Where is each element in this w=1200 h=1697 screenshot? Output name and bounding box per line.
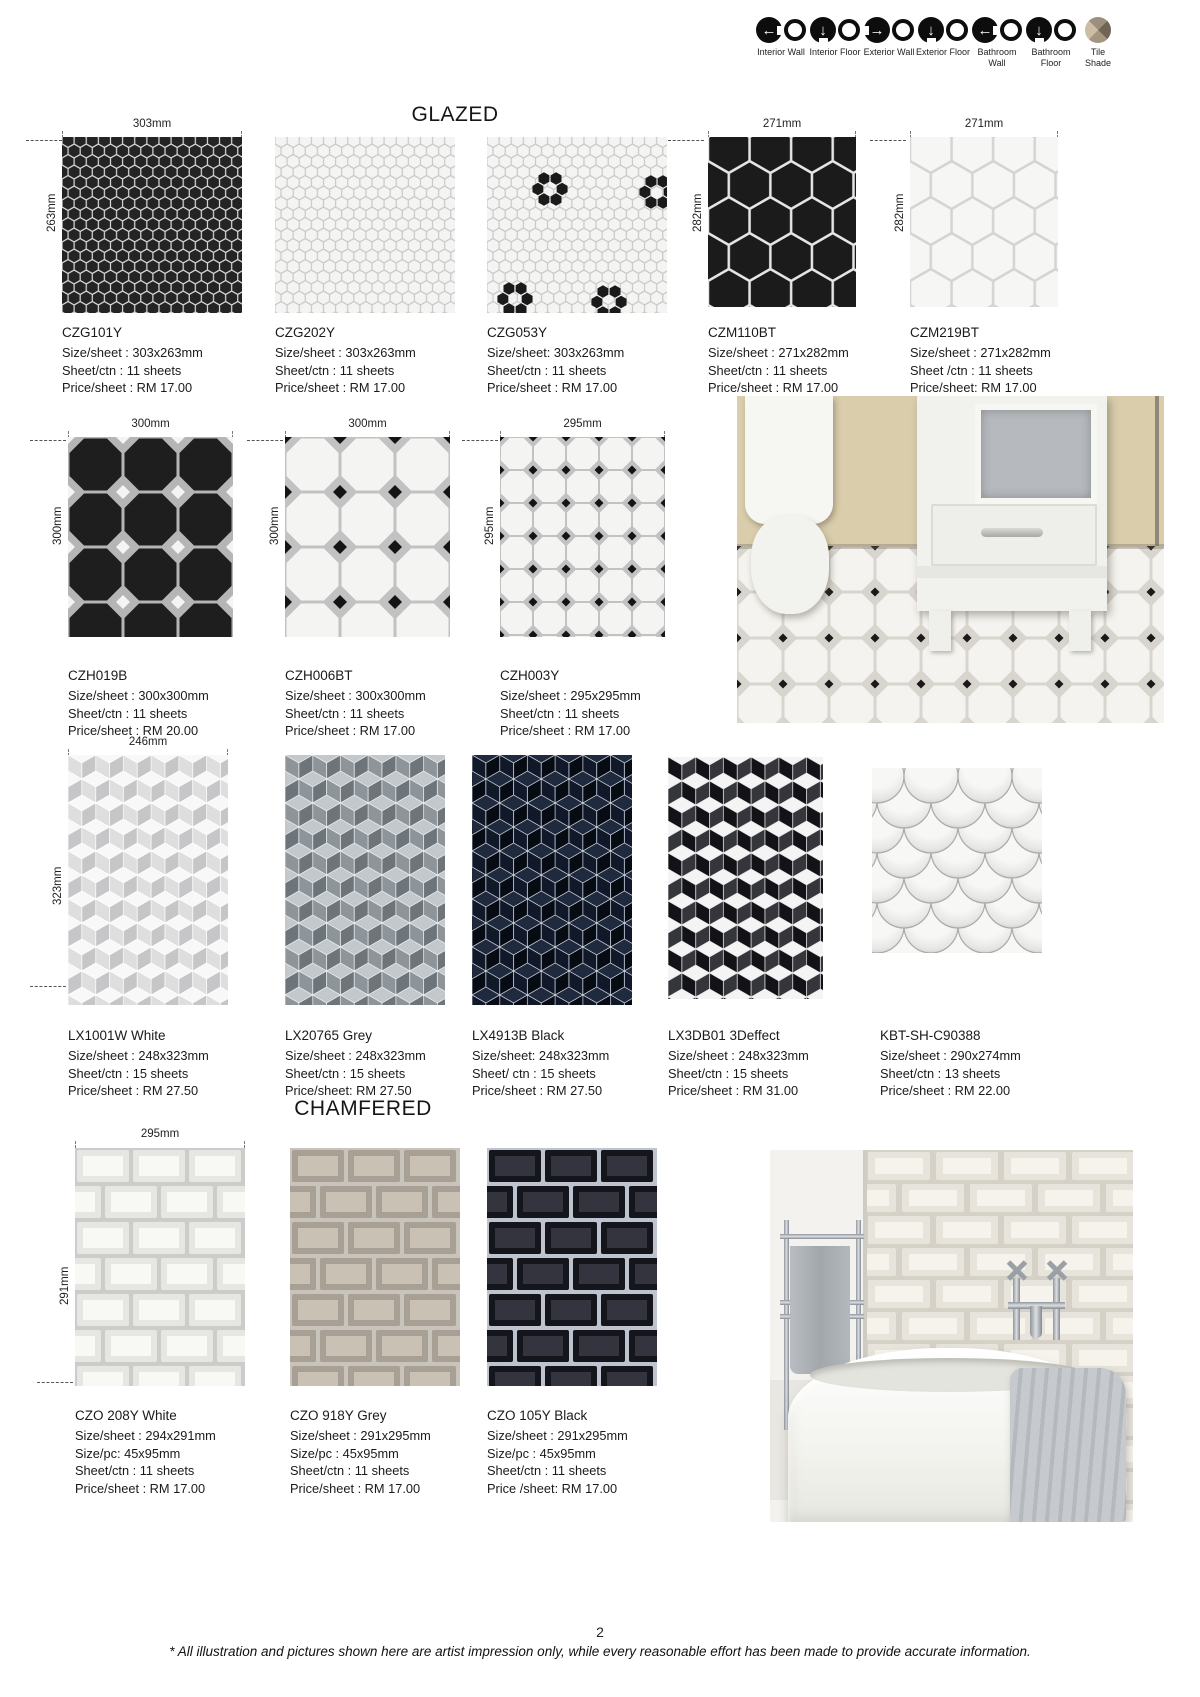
wall-corner-shadow [1155, 396, 1159, 551]
ring-icon [1000, 19, 1022, 41]
cabinet-leg [929, 611, 951, 651]
dimension-label-top: 300mm [68, 418, 233, 430]
product-price: Price/sheet : RM 17.00 [62, 380, 193, 395]
product-sheets: Sheet/ctn : 11 sheets [500, 705, 620, 721]
product-sheets: Sheet/ctn : 11 sheets [285, 705, 405, 721]
ring-icon [1054, 19, 1076, 41]
product-size: Size/sheet : 300x300mm [285, 688, 426, 703]
product-sheets: Sheet/ctn : 11 sheets [708, 362, 828, 378]
product-sheets: Sheet/ctn : 11 sheets [487, 362, 607, 378]
tile-swatch-czh019b [68, 437, 233, 637]
product-code: CZH019B [68, 668, 128, 683]
product-price: Price/sheet : RM 31.00 [668, 1083, 799, 1098]
product-code: LX3DB01 3Deffect [668, 1028, 780, 1043]
tile-swatch-lx4913b [472, 755, 632, 1005]
product-info [285, 1028, 495, 1100]
toilet-tank [745, 396, 833, 524]
ring-icon [784, 19, 806, 41]
product-size: Size/sheet : 303x263mm [62, 345, 203, 360]
dimension-leader [30, 986, 66, 987]
dimension-label-left: 282mm [894, 193, 906, 232]
product-sheets: Sheet/ctn : 11 sheets [290, 1463, 410, 1478]
tap-spout [1030, 1306, 1042, 1338]
dimension-leader [30, 440, 66, 441]
dimension-label-left: 323mm [52, 866, 64, 905]
product-sheets: Sheet/ctn : 15 sheets [668, 1065, 789, 1081]
tile-shade-icon [1085, 17, 1111, 43]
tap-pipe [1053, 1278, 1060, 1340]
legend-label: Exterior Wall [863, 47, 915, 57]
product-code: CZG053Y [487, 325, 548, 340]
product-price: Price/sheet: RM 17.00 [910, 380, 1037, 395]
product-info [487, 1408, 697, 1497]
product-size-pc: Size/pc : 45x95mm [487, 1445, 596, 1461]
product-sheets: Sheet/ctn : 15 sheets [285, 1065, 406, 1081]
product-size: Size/sheet : 303x263mm [275, 345, 416, 360]
dimension-label-left: 295mm [484, 506, 496, 545]
dimension-leader [668, 140, 704, 141]
product-price: Price/sheet : RM 17.00 [500, 723, 631, 738]
tile-swatch-czg101y [62, 137, 242, 313]
product-size: Size/sheet : 290x274mm [880, 1048, 1021, 1063]
tile-swatch-kbt-sh-c90388 [872, 768, 1042, 953]
product-sheets: Sheet/ctn : 11 sheets [487, 1463, 607, 1478]
cabinet-drawer [931, 504, 1097, 566]
product-size: Size/sheet : 248x323mm [668, 1048, 809, 1063]
legend-label: Bathroom Floor [1031, 47, 1071, 68]
section-title-glazed: GLAZED [411, 103, 499, 126]
dimension-label-left: 300mm [52, 506, 64, 545]
ring-icon [892, 19, 914, 41]
product-info [68, 668, 278, 740]
cabinet-leg [1069, 611, 1091, 651]
dimension-label-top: 271mm [910, 118, 1058, 130]
product-code: LX4913B Black [472, 1028, 565, 1043]
tile-swatch-czg053y [487, 137, 667, 313]
product-sheets: Sheet/ctn : 11 sheets [62, 362, 182, 378]
product-size: Size/sheet : 295x295mm [500, 688, 641, 703]
tile-swatch-czm110bt [708, 137, 856, 307]
product-price: Price/sheet : RM 17.00 [275, 380, 406, 395]
product-price: Price/sheet : RM 22.00 [880, 1083, 1011, 1098]
tap-pipe [1013, 1278, 1020, 1340]
interior-wall-icon: ← [756, 17, 782, 43]
towel-rail-post [784, 1220, 789, 1430]
product-size: Size/sheet: 248x323mm [472, 1048, 610, 1063]
legend-label: Interior Floor [809, 47, 861, 57]
section-title-chamfered: CHAMFERED [294, 1097, 432, 1120]
dimension-leader [462, 440, 498, 441]
product-price: Price/sheet : RM 17.00 [285, 723, 416, 738]
dimension-label-top: 246mm [68, 736, 228, 748]
product-info [880, 1028, 1090, 1100]
product-info [500, 668, 710, 740]
legend-label: Interior Wall [757, 47, 805, 57]
dimension-label-top: 303mm [62, 118, 242, 130]
product-info [62, 325, 272, 397]
dimension-label-top: 295mm [500, 418, 665, 430]
legend-exterior-wall [862, 16, 916, 58]
ring-icon [838, 19, 860, 41]
product-info [275, 325, 485, 397]
product-price: Price/sheet: RM 27.50 [285, 1083, 412, 1098]
product-info [75, 1408, 285, 1497]
product-size: Size/sheet : 248x323mm [285, 1048, 426, 1063]
product-size: Size/sheet : 271x282mm [708, 345, 849, 360]
product-code: CZH003Y [500, 668, 560, 683]
legend-label: Tile Shade [1084, 47, 1112, 68]
cabinet-glass-door [975, 404, 1097, 504]
product-code: CZO 208Y White [75, 1408, 177, 1423]
exterior-wall-icon: → [864, 17, 890, 43]
dimension-label-left: 291mm [59, 1266, 71, 1305]
product-size: Size/sheet : 291x295mm [487, 1428, 628, 1443]
bathroom-wall-icon: ← [972, 17, 998, 43]
product-price: Price/sheet : RM 27.50 [472, 1083, 603, 1098]
bathroom-photo-2 [770, 1150, 1133, 1522]
product-code: CZG101Y [62, 325, 123, 340]
product-sheets: Sheet/ctn : 11 sheets [68, 705, 188, 721]
product-info [910, 325, 1120, 397]
product-info [285, 668, 495, 740]
product-info [708, 325, 918, 397]
legend-interior-floor [808, 16, 862, 58]
dimension-label-left: 282mm [692, 193, 704, 232]
exterior-floor-icon: ↓ [918, 17, 944, 43]
product-sheets: Sheet/ctn : 11 sheets [75, 1463, 195, 1478]
interior-floor-icon: ↓ [810, 17, 836, 43]
tile-swatch-czo105y [487, 1148, 657, 1386]
product-code: LX20765 Grey [285, 1028, 373, 1043]
product-code: CZO 105Y Black [487, 1408, 588, 1423]
bathroom-photo-1 [737, 396, 1164, 723]
legend-bathroom-wall [970, 16, 1024, 68]
product-price: Price/sheet : RM 27.50 [68, 1083, 199, 1098]
product-info [472, 1028, 682, 1100]
product-info [487, 325, 697, 397]
product-size: Size/sheet : 271x282mm [910, 345, 1051, 360]
usage-legend [754, 16, 1118, 68]
product-size: Size/sheet : 248x323mm [68, 1048, 209, 1063]
legend-bathroom-floor [1024, 16, 1078, 68]
legend-tile-shade [1078, 16, 1118, 68]
tile-swatch-czg202y [275, 137, 455, 313]
product-sheets: Sheet/ctn : 11 sheets [275, 362, 395, 378]
cabinet-apron [917, 566, 1107, 578]
tile-swatch-lx3db01 [668, 757, 823, 999]
dimension-leader [37, 1382, 73, 1383]
towel-on-rail [790, 1246, 850, 1374]
tile-swatch-czh006bt [285, 437, 450, 637]
legend-label: Exterior Floor [916, 47, 971, 57]
product-price: Price/sheet : RM 17.00 [487, 380, 618, 395]
tile-swatch-czm219bt [910, 137, 1058, 307]
dimension-leader [26, 140, 62, 141]
product-size-pc: Size/pc : 45x95mm [290, 1445, 399, 1461]
product-info [290, 1408, 500, 1497]
product-size: Size/sheet : 294x291mm [75, 1428, 216, 1443]
product-sheets: Sheet /ctn : 11 sheets [910, 362, 1033, 378]
legend-exterior-floor [916, 16, 970, 58]
product-size: Size/sheet : 291x295mm [290, 1428, 431, 1443]
drawer-handle [981, 528, 1043, 537]
tile-swatch-czo918y [290, 1148, 460, 1386]
product-info [668, 1028, 878, 1100]
product-sheets: Sheet/ctn : 15 sheets [68, 1065, 189, 1081]
product-price: Price/sheet : RM 17.00 [75, 1480, 206, 1496]
product-sheets: Sheet/ctn : 13 sheets [880, 1065, 1001, 1081]
tile-swatch-lx1001w [68, 755, 228, 1005]
product-code: CZH006BT [285, 668, 353, 683]
dimension-label-left: 263mm [46, 193, 58, 232]
dimension-label-top: 300mm [285, 418, 450, 430]
vanity-cabinet [917, 396, 1107, 611]
product-price: Price /sheet: RM 17.00 [487, 1480, 618, 1496]
tile-swatch-czh003y [500, 437, 665, 637]
product-size-pc: Size/pc: 45x95mm [75, 1445, 181, 1461]
toilet-bowl [751, 516, 829, 614]
legend-label: Bathroom Wall [977, 47, 1017, 68]
dimension-leader [247, 440, 283, 441]
dimension-label-left: 300mm [269, 506, 281, 545]
product-code: CZM110BT [708, 325, 777, 340]
product-size: Size/sheet: 303x263mm [487, 345, 625, 360]
disclaimer-text: * All illustration and pictures shown here are artist impression only, while every reasonable effort has been made to provide accurate information. [169, 1644, 1031, 1659]
page-number: 2 [596, 1624, 604, 1640]
dimension-leader [870, 140, 906, 141]
tile-swatch-czo208y [75, 1148, 245, 1386]
product-code: KBT-SH-C90388 [880, 1028, 981, 1043]
product-code: CZG202Y [275, 325, 336, 340]
product-code: CZM219BT [910, 325, 980, 340]
product-price: Price/sheet : RM 17.00 [708, 380, 839, 395]
dimension-label-top: 295mm [75, 1128, 245, 1140]
towel-on-bathtub [1010, 1368, 1126, 1522]
ring-icon [946, 19, 968, 41]
product-price: Price/sheet : RM 17.00 [290, 1480, 421, 1496]
product-size: Size/sheet : 300x300mm [68, 688, 209, 703]
legend-interior-wall [754, 16, 808, 58]
product-sheets: Sheet/ ctn : 15 sheets [472, 1065, 596, 1081]
product-code: CZO 918Y Grey [290, 1408, 387, 1423]
tile-swatch-lx20765 [285, 755, 445, 1005]
bathroom-floor-icon: ↓ [1026, 17, 1052, 43]
product-info [68, 1028, 278, 1100]
product-code: LX1001W White [68, 1028, 166, 1043]
towel-rail-bar [780, 1234, 864, 1239]
product-price: Price/sheet : RM 20.00 [68, 723, 199, 738]
dimension-label-top: 271mm [708, 118, 856, 130]
